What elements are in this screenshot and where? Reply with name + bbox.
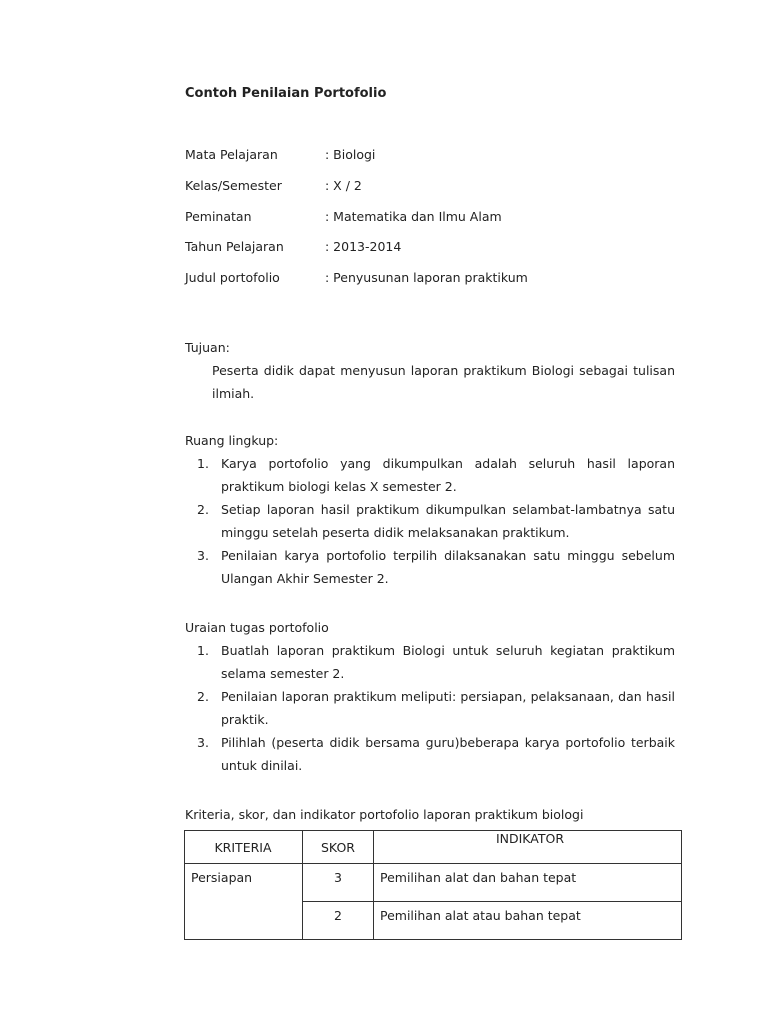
cell-kriteria: Persiapan <box>185 864 303 940</box>
list-number: 1. <box>197 643 209 658</box>
list-number: 2. <box>197 502 209 517</box>
section-heading: Uraian tugas portofolio <box>185 620 329 635</box>
meta-label: Peminatan <box>185 209 252 224</box>
table-header-row <box>185 831 682 864</box>
list-item <box>185 639 675 685</box>
section-tujuan <box>185 336 675 405</box>
cell-indikator: Pemilihan alat atau bahan tepat <box>374 902 682 940</box>
section-heading: Tujuan: <box>185 340 230 355</box>
meta-label: Kelas/Semester <box>185 178 282 193</box>
section-ruang-lingkup <box>185 429 675 590</box>
column-header-kriteria: KRITERIA <box>185 831 303 864</box>
list-text: Pilihlah (peserta didik bersama guru)beberapa karya portofolio terbaik untuk dinilai. <box>221 735 675 773</box>
list-item <box>185 544 675 590</box>
meta-value: : 2013-2014 <box>325 239 402 254</box>
cell-skor: 2 <box>303 902 374 940</box>
list-item <box>185 685 675 731</box>
table-caption: Kriteria, skor, dan indikator portofolio laporan praktikum biologi <box>185 807 584 822</box>
section-heading: Ruang lingkup: <box>185 433 279 448</box>
meta-label: Mata Pelajaran <box>185 147 278 162</box>
meta-label: Judul portofolio <box>185 270 280 285</box>
meta-value: : Biologi <box>325 147 376 162</box>
list-text: Setiap laporan hasil praktikum dikumpulkan selambat-lambatnya satu minggu setelah peserta didik melaksanakan praktikum. <box>221 502 675 540</box>
table-row <box>185 864 682 902</box>
list-number: 3. <box>197 735 209 750</box>
list-item <box>185 452 675 498</box>
tujuan-text: Peserta didik dapat menyusun laporan praktikum Biologi sebagai tulisan ilmiah. <box>212 363 675 401</box>
ruang-list <box>185 452 675 590</box>
criteria-table <box>184 830 682 940</box>
list-text: Karya portofolio yang dikumpulkan adalah seluruh hasil laporan praktikum biologi kelas X semester 2. <box>221 456 675 494</box>
section-uraian <box>185 616 675 777</box>
list-item <box>185 731 675 777</box>
list-text: Penilaian laporan praktikum meliputi: persiapan, pelaksanaan, dan hasil praktik. <box>221 689 675 727</box>
column-header-skor: SKOR <box>303 831 374 864</box>
cell-skor: 3 <box>303 864 374 902</box>
list-text: Buatlah laporan praktikum Biologi untuk seluruh kegiatan praktikum selama semester 2. <box>221 643 675 681</box>
meta-label: Tahun Pelajaran <box>185 239 284 254</box>
list-number: 3. <box>197 548 209 563</box>
meta-value: : Penyusunan laporan praktikum <box>325 270 528 285</box>
meta-value: : X / 2 <box>325 178 362 193</box>
list-text: Penilaian karya portofolio terpilih dilaksanakan satu minggu sebelum Ulangan Akhir Semester 2. <box>221 548 675 586</box>
list-number: 1. <box>197 456 209 471</box>
document-title: Contoh Penilaian Portofolio <box>185 86 387 101</box>
uraian-list <box>185 639 675 777</box>
cell-indikator: Pemilihan alat dan bahan tepat <box>374 864 682 902</box>
meta-value: : Matematika dan Ilmu Alam <box>325 209 502 224</box>
list-item <box>185 498 675 544</box>
list-number: 2. <box>197 689 209 704</box>
column-header-indikator: INDIKATOR <box>374 831 682 864</box>
